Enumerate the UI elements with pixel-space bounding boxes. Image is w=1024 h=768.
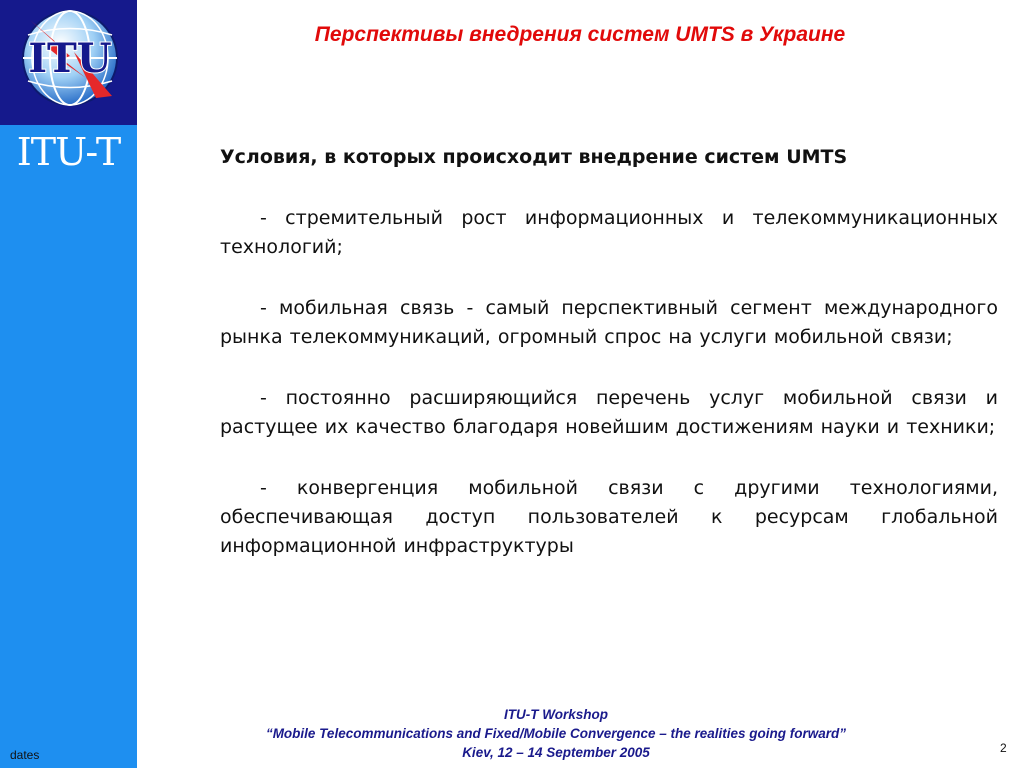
dates-label: dates	[10, 748, 40, 762]
slide-content	[220, 143, 998, 593]
bullet-paragraph: - постоянно расширяющийся перечень услуг мобильной связи и растущее их качество благодаря новейшим достижениям науки и техники;	[220, 387, 998, 438]
globe-icon	[0, 0, 137, 125]
bullet-paragraph: - мобильная связь - самый перспективный сегмент международного рынка телекоммуникаций, огромный спрос на услуги мобильной связи;	[220, 297, 998, 348]
sidebar-brand: ITU-T	[16, 130, 121, 174]
bullet-paragraph: - стремительный рост информационных и телекоммуникационных технологий;	[220, 207, 998, 258]
footer	[150, 705, 962, 762]
footer-location-date: Kiev, 12 – 14 September 2005	[462, 745, 650, 760]
content-heading: Условия, в которых происходит внедрение систем UMTS	[220, 146, 848, 168]
page-number: 2	[1000, 741, 1007, 755]
logo-text: ITU	[28, 35, 112, 82]
footer-subtitle: “Mobile Telecommunications and Fixed/Mobile Convergence – the realities going forward”	[265, 726, 847, 741]
itu-logo	[0, 0, 137, 125]
sidebar	[0, 0, 137, 768]
footer-workshop: ITU-T Workshop	[504, 707, 608, 722]
bullet-paragraph: - конвергенция мобильной связи с другими технологиями, обеспечивающая доступ пользователей к ресурсам глобальной информационной инфраструктуры	[220, 477, 998, 557]
slide-title: Перспективы внедрения систем UMTS в Украине	[314, 23, 846, 46]
